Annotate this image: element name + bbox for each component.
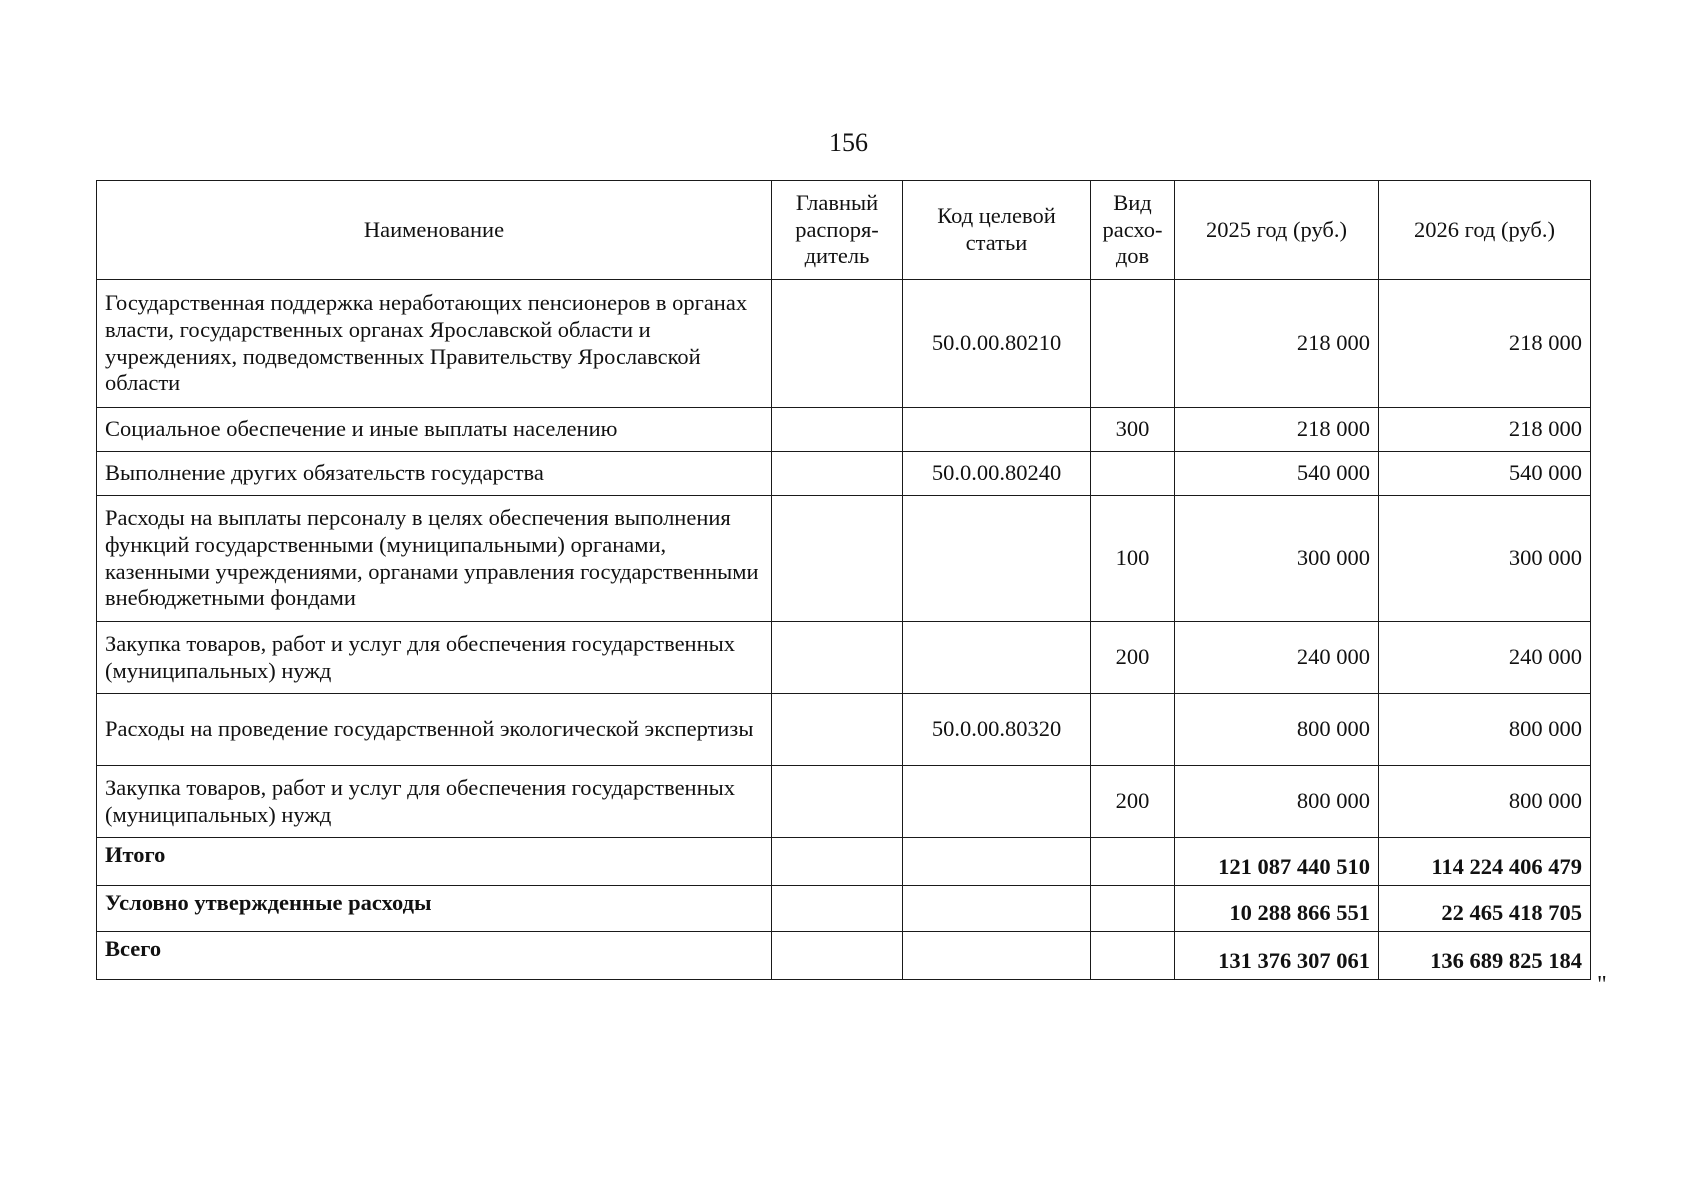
row-expense-type: 200 (1091, 766, 1175, 838)
row-target-code: 50.0.00.80240 (903, 452, 1091, 496)
header-target-code: Код целевой статьи (903, 181, 1091, 280)
total-row-conditional (97, 886, 1591, 932)
table-row (97, 452, 1591, 496)
empty-cell (903, 932, 1091, 980)
table-header-row (97, 181, 1591, 280)
row-target-code (903, 408, 1091, 452)
row-2026: 800 000 (1379, 766, 1591, 838)
empty-cell (772, 838, 903, 886)
row-target-code (903, 766, 1091, 838)
total-2025: 10 288 866 551 (1175, 886, 1379, 932)
table-row (97, 280, 1591, 408)
row-target-code: 50.0.00.80210 (903, 280, 1091, 408)
header-2026: 2026 год (руб.) (1379, 181, 1591, 280)
row-name: Социальное обеспечение и иные выплаты населению (97, 408, 772, 452)
empty-cell (1091, 838, 1175, 886)
row-name: Закупка товаров, работ и услуг для обеспечения государственных (муниципальных) нужд (97, 766, 772, 838)
empty-cell (1091, 886, 1175, 932)
table-row (97, 496, 1591, 622)
row-name: Расходы на проведение государственной экологической экспертизы (97, 694, 772, 766)
row-2025: 218 000 (1175, 408, 1379, 452)
empty-cell (1091, 932, 1175, 980)
total-label: Итого (97, 838, 772, 886)
row-manager (772, 694, 903, 766)
row-manager (772, 280, 903, 408)
row-2025: 300 000 (1175, 496, 1379, 622)
row-target-code (903, 496, 1091, 622)
total-row-itogo (97, 838, 1591, 886)
row-2025: 218 000 (1175, 280, 1379, 408)
row-2026: 240 000 (1379, 622, 1591, 694)
table-row (97, 766, 1591, 838)
row-2025: 540 000 (1175, 452, 1379, 496)
row-expense-type (1091, 452, 1175, 496)
row-2025: 800 000 (1175, 766, 1379, 838)
empty-cell (903, 838, 1091, 886)
total-2026: 114 224 406 479 (1379, 838, 1591, 886)
row-expense-type: 100 (1091, 496, 1175, 622)
total-label: Условно утвержденные расходы (97, 886, 772, 932)
row-name: Выполнение других обязательств государства (97, 452, 772, 496)
row-2026: 540 000 (1379, 452, 1591, 496)
row-manager (772, 408, 903, 452)
table-row (97, 408, 1591, 452)
empty-cell (772, 886, 903, 932)
empty-cell (772, 932, 903, 980)
row-2026: 218 000 (1379, 280, 1591, 408)
total-2026: 136 689 825 184 (1379, 932, 1591, 980)
table-row (97, 622, 1591, 694)
row-manager (772, 766, 903, 838)
total-row-vsego (97, 932, 1591, 980)
header-manager: Главный распоря-дитель (772, 181, 903, 280)
row-target-code (903, 622, 1091, 694)
row-2025: 800 000 (1175, 694, 1379, 766)
row-2026: 300 000 (1379, 496, 1591, 622)
header-expense-type: Вид расхо-дов (1091, 181, 1175, 280)
closing-quote-mark: " (1597, 972, 1607, 998)
total-label: Всего (97, 932, 772, 980)
row-target-code: 50.0.00.80320 (903, 694, 1091, 766)
row-manager (772, 452, 903, 496)
header-2025: 2025 год (руб.) (1175, 181, 1379, 280)
empty-cell (903, 886, 1091, 932)
total-2025: 131 376 307 061 (1175, 932, 1379, 980)
row-manager (772, 622, 903, 694)
row-2026: 218 000 (1379, 408, 1591, 452)
header-name: Наименование (97, 181, 772, 280)
total-2026: 22 465 418 705 (1379, 886, 1591, 932)
row-expense-type (1091, 280, 1175, 408)
row-expense-type: 300 (1091, 408, 1175, 452)
row-expense-type (1091, 694, 1175, 766)
table-row (97, 694, 1591, 766)
row-name: Закупка товаров, работ и услуг для обеспечения государственных (муниципальных) нужд (97, 622, 772, 694)
row-manager (772, 496, 903, 622)
row-2026: 800 000 (1379, 694, 1591, 766)
budget-table (96, 180, 1591, 980)
row-name: Государственная поддержка неработающих пенсионеров в органах власти, государственных органах Ярославской области и учреждениях, подведомственных Правительству Ярославской области (97, 280, 772, 408)
row-2025: 240 000 (1175, 622, 1379, 694)
page-number: 156 (829, 128, 868, 157)
row-expense-type: 200 (1091, 622, 1175, 694)
total-2025: 121 087 440 510 (1175, 838, 1379, 886)
row-name: Расходы на выплаты персоналу в целях обеспечения выполнения функций государственными (муниципальными) органами, казенными учреждениями, органами управления государственными внебюджетными фондами (97, 496, 772, 622)
